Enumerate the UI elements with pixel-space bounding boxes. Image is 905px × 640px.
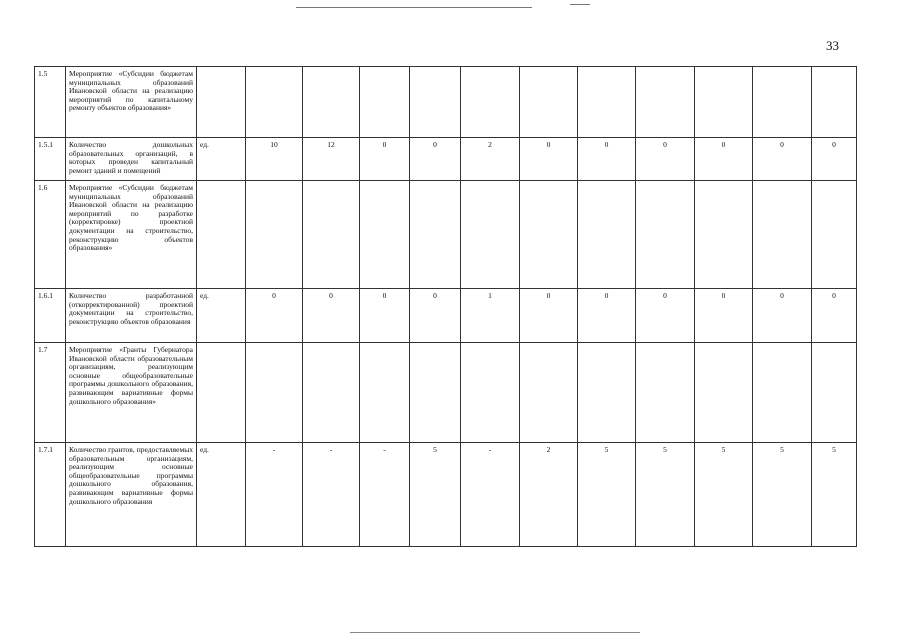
value-cell (812, 67, 857, 138)
value-cell: 0 (303, 289, 360, 343)
value-cell: 0 (410, 289, 461, 343)
value-cell (753, 181, 812, 289)
page-number: 33 (826, 38, 839, 53)
indicator-table (34, 66, 857, 547)
value-cell (520, 67, 578, 138)
value-cell: 0 (360, 289, 410, 343)
value-cell: 1 (461, 289, 520, 343)
row-number: 1.7 (35, 343, 66, 443)
value-cell: 0 (578, 289, 636, 343)
row-description: Мероприятие «Субсидии бюджетам муниципальных образований Ивановской области на реализацию мероприятий по разработке (корректировке) проектной документации на строительство, реконструкцию объектов образования» (66, 181, 197, 289)
value-cell: 12 (303, 138, 360, 181)
value-cell (246, 343, 303, 443)
value-cell (360, 67, 410, 138)
value-cell (520, 343, 578, 443)
value-cell: 0 (360, 138, 410, 181)
value-cell: 5 (812, 443, 857, 547)
value-cell (303, 181, 360, 289)
value-cell: 0 (695, 289, 753, 343)
value-cell (695, 343, 753, 443)
value-cell (636, 343, 695, 443)
value-cell: - (246, 443, 303, 547)
value-cell: 0 (520, 138, 578, 181)
table-row (35, 343, 857, 443)
value-cell: 5 (578, 443, 636, 547)
value-cell: 5 (695, 443, 753, 547)
table-row (35, 138, 857, 181)
value-cell (461, 67, 520, 138)
value-cell: 0 (753, 138, 812, 181)
value-cell: - (360, 443, 410, 547)
value-cell: - (303, 443, 360, 547)
row-description: Количество дошкольных образовательных организаций, в которых проведен капитальный ремонт зданий и помещений (66, 138, 197, 181)
row-number: 1.5 (35, 67, 66, 138)
value-cell: 5 (753, 443, 812, 547)
value-cell (303, 343, 360, 443)
value-cell (695, 181, 753, 289)
table-row (35, 289, 857, 343)
value-cell (360, 343, 410, 443)
value-cell: 0 (753, 289, 812, 343)
header-rule-short (570, 4, 590, 5)
value-cell: 0 (812, 138, 857, 181)
value-cell (753, 67, 812, 138)
value-cell (410, 343, 461, 443)
row-unit (197, 67, 246, 138)
value-cell (410, 181, 461, 289)
header-rule (296, 7, 532, 8)
footer-rule (350, 632, 640, 633)
value-cell: 5 (636, 443, 695, 547)
value-cell: 2 (461, 138, 520, 181)
value-cell (578, 343, 636, 443)
value-cell: 0 (636, 289, 695, 343)
value-cell (636, 67, 695, 138)
row-number: 1.6.1 (35, 289, 66, 343)
value-cell: 5 (410, 443, 461, 547)
row-number: 1.6 (35, 181, 66, 289)
table-row (35, 181, 857, 289)
value-cell: 0 (578, 138, 636, 181)
row-number: 1.5.1 (35, 138, 66, 181)
row-description: Мероприятие «Гранты Губернатора Ивановской области образовательным организациям, реализующим основные общеобразовательные программы дошкольного образования, развивающим вариативные формы дошкольного образования» (66, 343, 197, 443)
value-cell (360, 181, 410, 289)
row-unit: ед. (197, 289, 246, 343)
value-cell: 0 (246, 289, 303, 343)
value-cell (303, 67, 360, 138)
value-cell (812, 181, 857, 289)
value-cell: - (461, 443, 520, 547)
value-cell: 10 (246, 138, 303, 181)
table-row (35, 67, 857, 138)
row-description: Количество разработанной (откорректированной) проектной документации на строительство, реконструкцию объектов образования (66, 289, 197, 343)
value-cell (753, 343, 812, 443)
value-cell: 0 (520, 289, 578, 343)
value-cell (636, 181, 695, 289)
value-cell: 0 (695, 138, 753, 181)
row-unit: ед. (197, 138, 246, 181)
value-cell (812, 343, 857, 443)
value-cell: 2 (520, 443, 578, 547)
value-cell (246, 181, 303, 289)
value-cell (520, 181, 578, 289)
value-cell (461, 343, 520, 443)
table-row (35, 443, 857, 547)
row-description: Количество грантов, предоставляемых образовательным организациям, реализующим основные общеобразовательные программы дошкольного образования, развивающим вариативные формы дошкольного образования (66, 443, 197, 547)
value-cell (695, 67, 753, 138)
value-cell (246, 67, 303, 138)
value-cell (410, 67, 461, 138)
row-number: 1.7.1 (35, 443, 66, 547)
value-cell: 0 (812, 289, 857, 343)
value-cell: 0 (410, 138, 461, 181)
row-unit (197, 181, 246, 289)
value-cell (461, 181, 520, 289)
row-unit (197, 343, 246, 443)
row-unit: ед. (197, 443, 246, 547)
value-cell (578, 67, 636, 138)
row-description: Мероприятие «Субсидии бюджетам муниципальных образований Ивановской области на реализацию мероприятий по капитальному ремонту объектов образования» (66, 67, 197, 138)
value-cell (578, 181, 636, 289)
value-cell: 0 (636, 138, 695, 181)
